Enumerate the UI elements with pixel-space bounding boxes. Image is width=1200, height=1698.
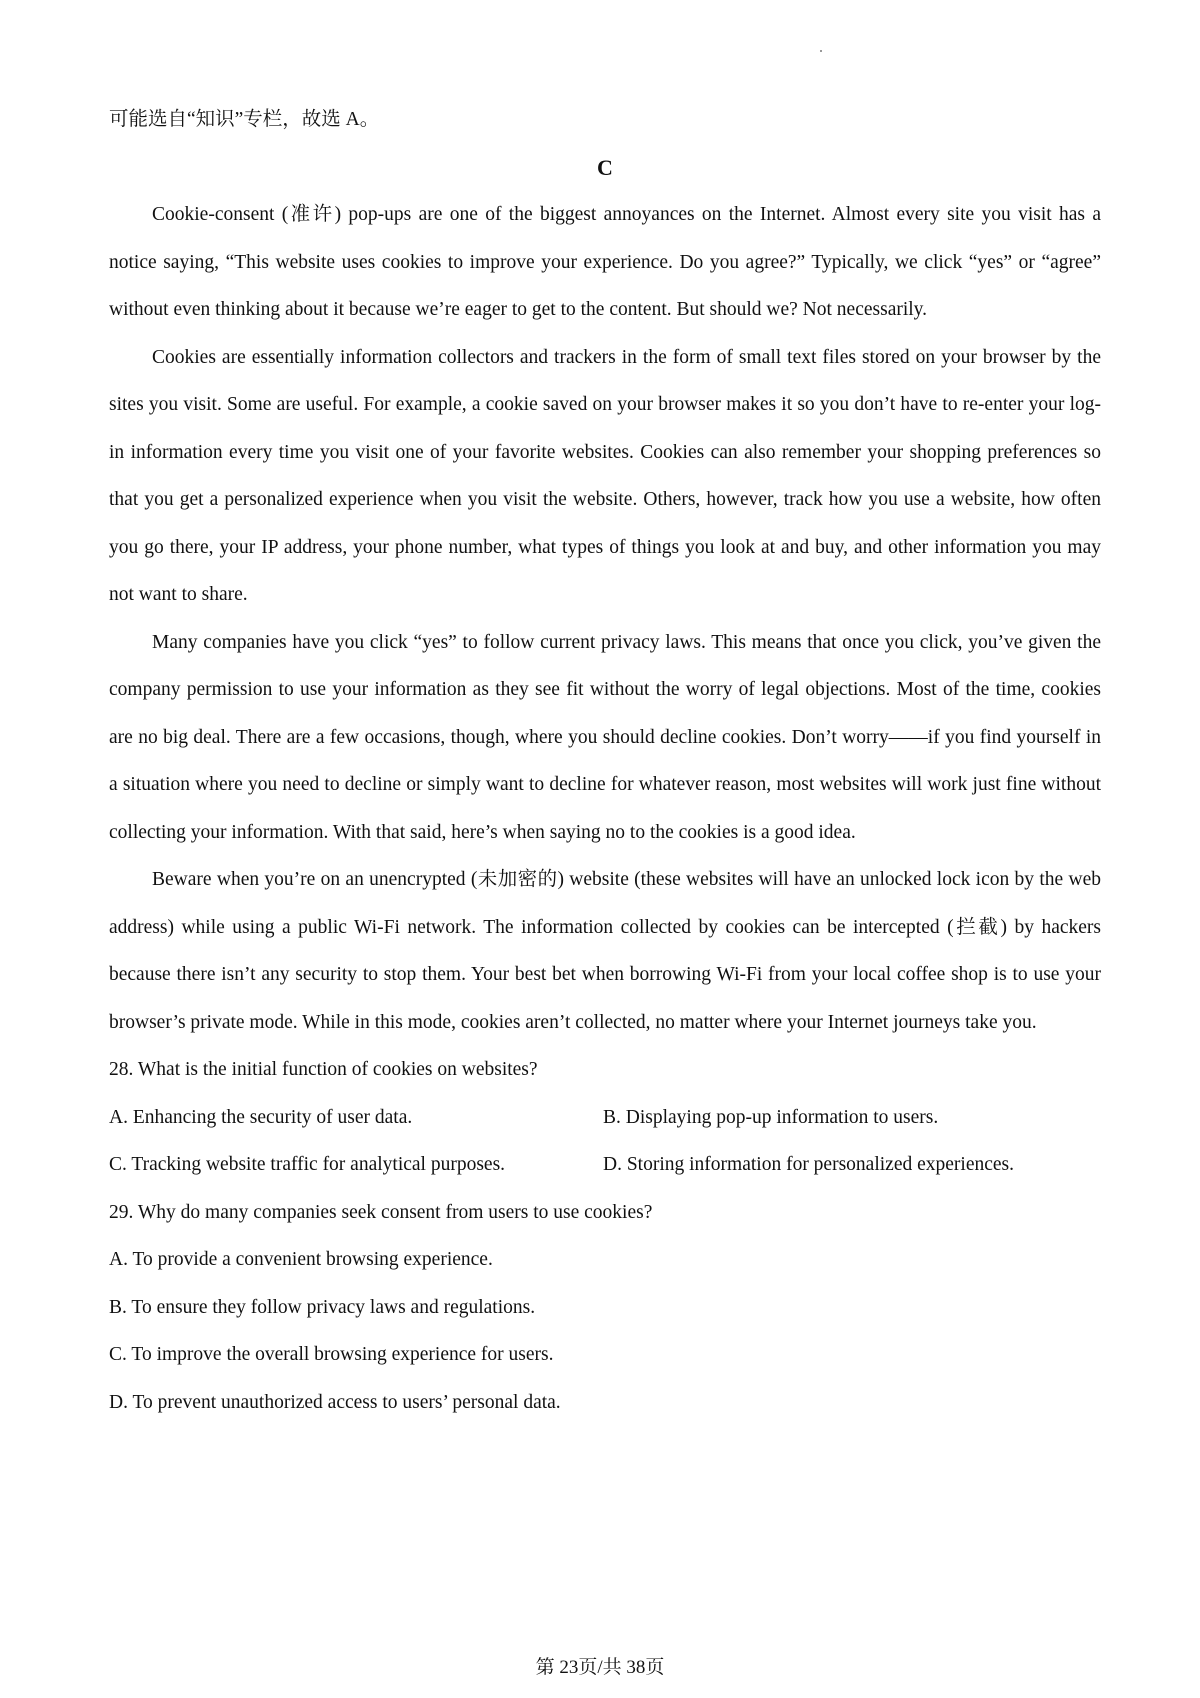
question-28-option-d: D. Storing information for personalized experiences. bbox=[603, 1154, 1014, 1175]
scan-speck bbox=[820, 50, 822, 52]
question-28-option-a: A. Enhancing the security of user data. bbox=[109, 1106, 413, 1128]
previous-answer-tail: 可能选自“知识”专栏，故选 A。 bbox=[109, 109, 380, 130]
question-28-option-c: C. Tracking website traffic for analytical purposes. bbox=[109, 1154, 506, 1175]
question-28-options-row-2 bbox=[109, 1141, 1101, 1189]
passage-paragraph-2: Cookies are essentially information collectors and trackers in the form of small text files stored on your browser by the sites you visit. Some are useful. For example, a cookie saved on your browser makes it so you don’t have to re-enter your log-in information every time you visit one of your favorite websites. Cookies can also remember your shopping preferences so that you get a personalized experience when you visit the website. Others, however, track how you use a website, how often you go there, your IP address, your phone number, what types of things you look at and buy, and other information you may not want to share. bbox=[109, 346, 1101, 605]
passage-paragraph-4: Beware when you’re on an unencrypted (未加密的) website (these websites will have an unlocked lock icon by the web address) while using a public Wi-Fi network. The information collected by cookies can be intercepted (拦截) by hackers because there isn’t any security to stop them. Your best bet when borrowing Wi-Fi from your local coffee shop is to use your browser’s private mode. While in this mode, cookies aren’t collected, no matter where your Internet journeys take you. bbox=[109, 869, 1101, 1033]
question-28-option-b: B. Displaying pop-up information to users. bbox=[603, 1106, 939, 1128]
question-29-stem: 29. Why do many companies seek consent from users to use cookies? bbox=[109, 1201, 653, 1223]
page-content bbox=[109, 96, 1101, 1426]
question-28-stem: 28. What is the initial function of cookies on websites? bbox=[109, 1059, 538, 1080]
question-29-option-d: D. To prevent unauthorized access to users’ personal data. bbox=[109, 1391, 561, 1413]
question-28-options-row-1 bbox=[109, 1094, 1101, 1142]
passage-paragraph-1: Cookie-consent (准许) pop-ups are one of the biggest annoyances on the Internet. Almost every site you visit has a notice saying, “This website uses cookies to improve your experience. Do you agree?” Typically, we click “yes” or “agree” without even thinking about it because we’re eager to get to the content. But should we? Not necessarily. bbox=[109, 204, 1101, 320]
page-number-footer: 第 23页/共 38页 bbox=[535, 1657, 665, 1678]
question-29-option-c: C. To improve the overall browsing experience for users. bbox=[109, 1344, 554, 1365]
question-29-option-b: B. To ensure they follow privacy laws and regulations. bbox=[109, 1296, 536, 1318]
question-29-option-a: A. To provide a convenient browsing experience. bbox=[109, 1249, 493, 1270]
section-heading: C bbox=[597, 154, 613, 180]
passage-paragraph-3: Many companies have you click “yes” to follow current privacy laws. This means that once you click, you’ve given the company permission to use your information as they see fit without the worry of legal objections. Most of the time, cookies are no big deal. There are a few occasions, though, where you should decline cookies. Don’t worry——if you find yourself in a situation where you need to decline or simply want to decline for whatever reason, most websites will work just fine without collecting your information. With that said, here’s when saying no to the cookies is a good idea. bbox=[109, 631, 1101, 843]
